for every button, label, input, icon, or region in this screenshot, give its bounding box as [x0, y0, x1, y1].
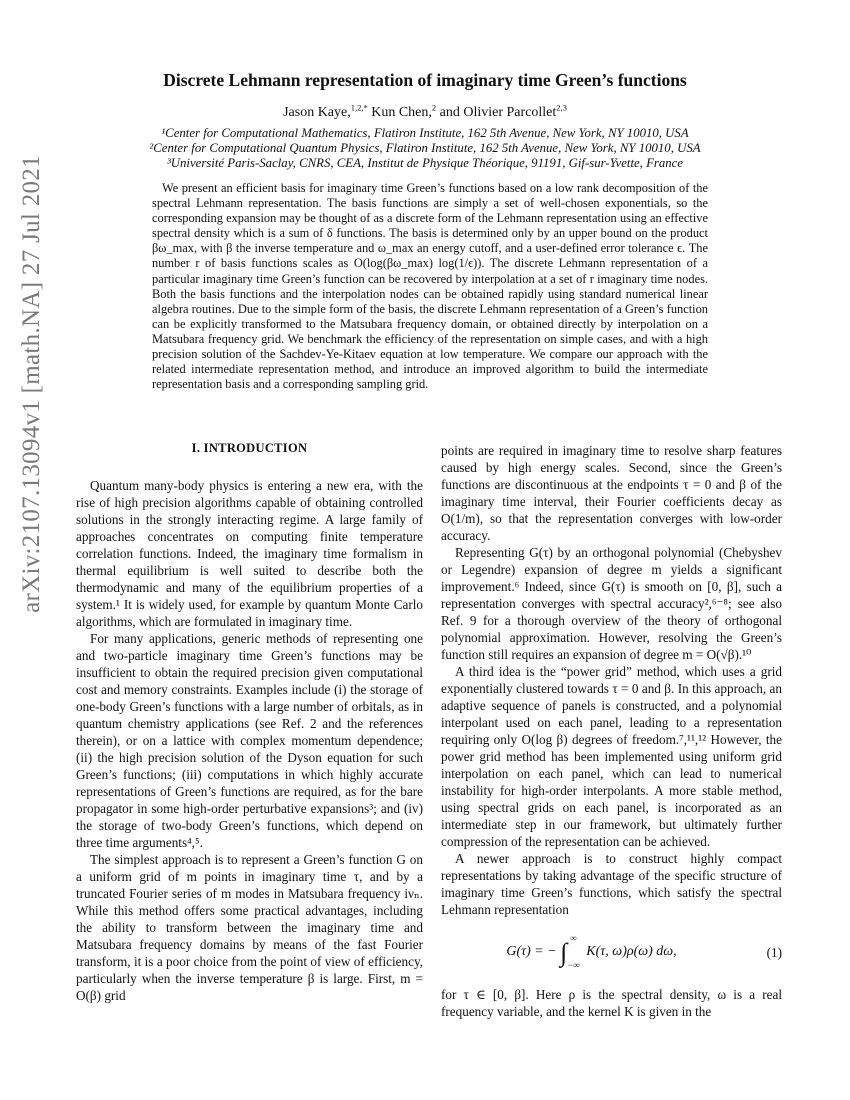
equation-integrand: K(τ, ω)ρ(ω) dω,: [586, 944, 677, 960]
authors: Jason Kaye,$^{1,2,*}$ Kun Chen,$^2$ and Olivier Parcollet$^{2,3}$: [283, 102, 567, 120]
right-column: [441, 442, 782, 1020]
paragraph: Representing G(τ) by an orthogonal polynomial (Chebyshev or Legendre) expansion of degree m yields a significant improvement.⁶ Indeed, since G(τ) is smooth on [0, β], such a representation converges with spectral accuracy²,⁶⁻⁸; see also Ref. 9 for a thorough overview of the theory of orthogonal polynomial approximation. However, resolving the Green’s function still requires an expansion of degree m = O(√β).¹⁰: [441, 545, 782, 662]
paragraph: points are required in imaginary time to resolve sharp features caused by high energy scales. Second, since the Green’s functions are discontinuous at the endpoints τ = 0 and β of the imaginary time interval, their Fourier coefficients decay as O(1/m), so that the representation converges with low-order accuracy.: [441, 443, 782, 543]
equation-number: (1): [766, 944, 782, 960]
equation-lhs: G(τ) = −: [506, 944, 557, 960]
affiliations: [0, 126, 850, 171]
paper-title: Discrete Lehmann representation of imaginary time Green’s functions: [163, 70, 687, 90]
paragraph: for τ ∈ [0, β]. Here ρ is the spectral density, ω is a real frequency variable, and the kernel K is given in the: [441, 987, 782, 1019]
abstract: We present an efficient basis for imaginary time Green’s functions based on a low rank decomposition of the spectral Lehmann representation. The basis functions are simply a set of well-chosen exponentials, so the corresponding expansion may be thought of as a discrete form of the Lehmann representation using an effective spectral density which is a sum of δ functions. The basis is determined only by an upper bound on the product βω_max, with β the inverse temperature and ω_max an energy cutoff, and a user-defined error tolerance ϵ. The number r of basis functions scales as O(log(βω_max) log(1/ϵ)). The discrete Lehmann representation of a particular imaginary time Green’s function can be recovered by interpolation at a set of r imaginary time nodes. Both the basis functions and the interpolation nodes can be obtained rapidly using standard numerical linear algebra routines. Due to the simple form of the basis, the discrete Lehmann representation of a Green’s function can be explicitly transformed to the Matsubara frequency domain, or obtained directly by interpolation on a Matsubara frequency grid. We benchmark the efficiency of the representation on simple cases, and with a high precision solution of the Sachdev-Ye-Kitaev equation at low temperature. We compare our approach with the related intermediate representation method, and introduce an improved algorithm to build the intermediate representation basis and a corresponding sampling grid.: [152, 181, 708, 392]
equation-1: [441, 932, 782, 972]
paragraph: For many applications, generic methods of representing one and two-particle imaginary time Green’s functions may be insufficient to obtain the required precision given computational cost and memory constraints. Examples include (i) the storage of one-body Green’s functions with a large number of orbitals, as in quantum chemistry applications (see Ref. 2 and the references therein), or on a lattice with complex momentum dependence; (ii) the high precision solution of the Dyson equation for such Green’s functions; (iii) computations in which highly accurate representations of Green’s functions are required, as for the bare propagator in some high-order perturbative expansions³; and (iv) the storage of two-body Green’s functions, which depend on three time arguments⁴,⁵.: [76, 631, 423, 850]
integral-upper-limit: ∞: [570, 933, 577, 943]
paragraph: Quantum many-body physics is entering a new era, with the rise of high precision algorithms capable of obtaining controlled solutions in the strongly interacting regime. A large family of approaches concentrates on computing finite temperature correlation functions. Indeed, the imaginary time formalism in thermal equilibrium is well suited to describe both the thermodynamic and many of the equilibrium properties of a system.¹ It is widely used, for example by quantum Monte Carlo algorithms, which are formulated in imaginary time.: [76, 478, 423, 629]
equation-body: [441, 930, 742, 974]
paragraph: A third idea is the “power grid” method, which uses a grid exponentially clustered towards τ = 0 and β. In this approach, an adaptive sequence of panels is constructed, and a polynomial interpolant used on each panel, leading to a representation requiring only O(log β) degrees of freedom.⁷,¹¹,¹² However, the power grid method has been implemented using uniform grid interpolation on each panel, which can lead to numerical instability for high-order interpolants. A more stable method, using spectral grids on each panel, is incorporated as an intermediate step in our framework, but ultimately further compression of the representation can be achieved.: [441, 664, 782, 849]
section-heading: I. INTRODUCTION: [191, 441, 308, 455]
paragraph: A newer approach is to construct highly compact representations by taking advantage of the specific structure of imaginary time Green’s functions, which satisfy the spectral Lehmann representation: [441, 851, 782, 917]
integral-lower-limit: −∞: [567, 960, 580, 970]
author-list: [0, 102, 850, 121]
arxiv-id: arXiv:2107.13094v1 [math.NA] 27 Jul 2021: [18, 155, 45, 613]
affiliation-2: ²Center for Computational Quantum Physics, Flatiron Institute, 162 5th Avenue, New York, NY 10010, USA: [149, 141, 701, 155]
paragraph: The simplest approach is to represent a Green’s function G on a uniform grid of m points in imaginary time τ, and by a truncated Fourier series of m modes in Matsubara frequency iνₙ. While this method offers some practical advantages, including the ability to transform between the imaginary time and Matsubara frequency domains by means of the fast Fourier transform, it is a poor choice from the point of view of efficiency, particularly when the inverse temperature β is large. First, m = O(β) grid: [76, 852, 423, 1003]
affiliation-1: ¹Center for Computational Mathematics, Flatiron Institute, 162 5th Avenue, New York, NY 10010, USA: [161, 126, 689, 140]
left-column: [76, 440, 423, 1004]
integral-sign: ∫: [560, 937, 568, 967]
affiliation-3: ³Université Paris-Saclay, CNRS, CEA, Institut de Physique Théorique, 91191, Gif-sur-Yvette, France: [166, 156, 684, 170]
